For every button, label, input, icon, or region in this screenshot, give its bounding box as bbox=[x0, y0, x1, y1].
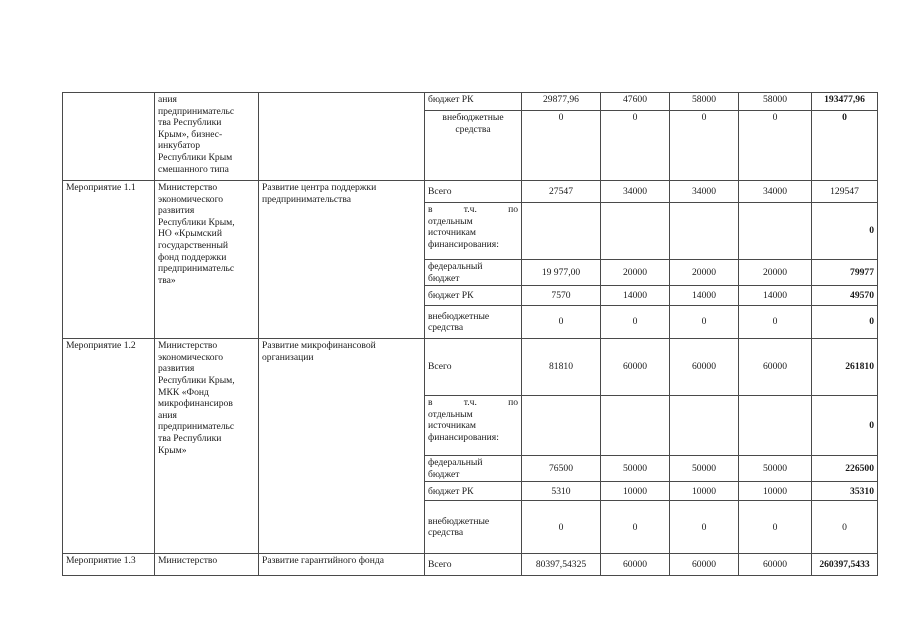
executor-cell: Министерство экономического развития Республики Крым, НО «Крымский государственный фонд поддержки предпринимательс тва» bbox=[155, 181, 259, 339]
source-line bbox=[428, 204, 518, 216]
value-cell: 81810 bbox=[522, 339, 601, 396]
event-cell: Мероприятие 1.3 bbox=[63, 554, 155, 576]
value-cell: 0 bbox=[522, 501, 601, 554]
value-cell: 60000 bbox=[601, 339, 670, 396]
total-cell: 0 bbox=[812, 501, 878, 554]
total-cell: 129547 bbox=[812, 181, 878, 203]
description-cell bbox=[259, 93, 425, 181]
value-cell: 0 bbox=[601, 111, 670, 181]
funding-source-cell bbox=[425, 396, 522, 456]
value-cell: 20000 bbox=[670, 260, 739, 286]
funding-source-cell: бюджет РК bbox=[425, 482, 522, 501]
value-cell: 50000 bbox=[739, 456, 812, 482]
value-cell: 10000 bbox=[739, 482, 812, 501]
event-cell: Мероприятие 1.1 bbox=[63, 181, 155, 339]
value-cell: 0 bbox=[601, 306, 670, 339]
value-cell bbox=[522, 396, 601, 456]
description-cell: Развитие микрофинансовой организации bbox=[259, 339, 425, 554]
value-cell: 58000 bbox=[739, 93, 812, 111]
total-cell: 0 bbox=[812, 396, 878, 456]
source-word: т.ч. bbox=[463, 397, 477, 409]
value-cell: 0 bbox=[670, 111, 739, 181]
total-cell: 0 bbox=[812, 203, 878, 260]
value-cell: 60000 bbox=[670, 554, 739, 576]
value-cell: 60000 bbox=[601, 554, 670, 576]
total-cell: 0 bbox=[812, 306, 878, 339]
executor-cell: Министерство экономического развития Республики Крым, МКК «Фонд микрофинансиров ания предпринимательс тва Республики Крым» bbox=[155, 339, 259, 554]
funding-source-cell: бюджет РК bbox=[425, 286, 522, 306]
value-cell: 47600 bbox=[601, 93, 670, 111]
value-cell: 14000 bbox=[601, 286, 670, 306]
value-cell bbox=[739, 203, 812, 260]
value-cell bbox=[601, 396, 670, 456]
value-cell: 50000 bbox=[670, 456, 739, 482]
total-cell: 35310 bbox=[812, 482, 878, 501]
value-cell: 0 bbox=[739, 306, 812, 339]
description-cell: Развитие гарантийного фонда bbox=[259, 554, 425, 576]
value-cell bbox=[739, 396, 812, 456]
value-cell bbox=[601, 203, 670, 260]
funding-source-cell: Всего bbox=[425, 339, 522, 396]
source-word: в bbox=[428, 397, 433, 409]
value-cell: 34000 bbox=[670, 181, 739, 203]
value-cell: 5310 bbox=[522, 482, 601, 501]
source-text: отдельным источникам финансирования: bbox=[428, 408, 499, 443]
total-cell: 79977 bbox=[812, 260, 878, 286]
value-cell: 20000 bbox=[739, 260, 812, 286]
value-cell: 0 bbox=[670, 306, 739, 339]
funding-source-cell bbox=[425, 203, 522, 260]
funding-source-cell: внебюджетные средства bbox=[425, 111, 522, 181]
value-cell: 0 bbox=[601, 501, 670, 554]
source-line bbox=[428, 397, 518, 409]
funding-source-cell: федеральный бюджет bbox=[425, 260, 522, 286]
value-cell: 14000 bbox=[739, 286, 812, 306]
source-text: отдельным источникам финансирования: bbox=[428, 215, 499, 250]
total-cell: 260397,5433 bbox=[812, 554, 878, 576]
value-cell bbox=[522, 203, 601, 260]
table-row bbox=[63, 93, 878, 111]
value-cell: 7570 bbox=[522, 286, 601, 306]
table-row bbox=[63, 181, 878, 203]
description-cell: Развитие центра поддержки предпринимательства bbox=[259, 181, 425, 339]
value-cell: 50000 bbox=[601, 456, 670, 482]
funding-source-cell: федеральный бюджет bbox=[425, 456, 522, 482]
value-cell bbox=[670, 396, 739, 456]
source-word: по bbox=[508, 204, 518, 215]
total-cell: 193477,96 bbox=[812, 93, 878, 111]
total-cell: 49570 bbox=[812, 286, 878, 306]
event-cell: Мероприятие 1.2 bbox=[63, 339, 155, 554]
value-cell: 34000 bbox=[601, 181, 670, 203]
financing-table bbox=[62, 92, 878, 576]
value-cell: 10000 bbox=[670, 482, 739, 501]
source-word: по bbox=[508, 397, 518, 409]
value-cell: 29877,96 bbox=[522, 93, 601, 111]
funding-source-cell: внебюджетные средства bbox=[425, 306, 522, 339]
funding-source-cell: Всего bbox=[425, 554, 522, 576]
source-word: в bbox=[428, 204, 433, 215]
funding-source-cell: Всего bbox=[425, 181, 522, 203]
value-cell: 60000 bbox=[739, 339, 812, 396]
table-row bbox=[63, 339, 878, 396]
value-cell: 80397,54325 bbox=[522, 554, 601, 576]
total-cell: 261810 bbox=[812, 339, 878, 396]
total-cell: 226500 bbox=[812, 456, 878, 482]
value-cell: 60000 bbox=[670, 339, 739, 396]
value-cell: 34000 bbox=[739, 181, 812, 203]
value-cell: 27547 bbox=[522, 181, 601, 203]
value-cell: 10000 bbox=[601, 482, 670, 501]
funding-source-cell: бюджет РК bbox=[425, 93, 522, 111]
value-cell: 60000 bbox=[739, 554, 812, 576]
value-cell: 58000 bbox=[670, 93, 739, 111]
total-cell: 0 bbox=[812, 111, 878, 181]
value-cell: 0 bbox=[739, 501, 812, 554]
value-cell: 0 bbox=[522, 306, 601, 339]
value-cell: 20000 bbox=[601, 260, 670, 286]
value-cell: 0 bbox=[522, 111, 601, 181]
value-cell: 14000 bbox=[670, 286, 739, 306]
value-cell: 0 bbox=[739, 111, 812, 181]
value-cell bbox=[670, 203, 739, 260]
executor-cell: ания предпринимательс тва Республики Крым», бизнес- инкубатор Республики Крым смешанного типа bbox=[155, 93, 259, 181]
executor-cell: Министерство bbox=[155, 554, 259, 576]
value-cell: 76500 bbox=[522, 456, 601, 482]
funding-source-cell: внебюджетные средства bbox=[425, 501, 522, 554]
table-row bbox=[63, 554, 878, 576]
value-cell: 19 977,00 bbox=[522, 260, 601, 286]
event-cell bbox=[63, 93, 155, 181]
source-word: т.ч. bbox=[463, 204, 477, 215]
value-cell: 0 bbox=[670, 501, 739, 554]
